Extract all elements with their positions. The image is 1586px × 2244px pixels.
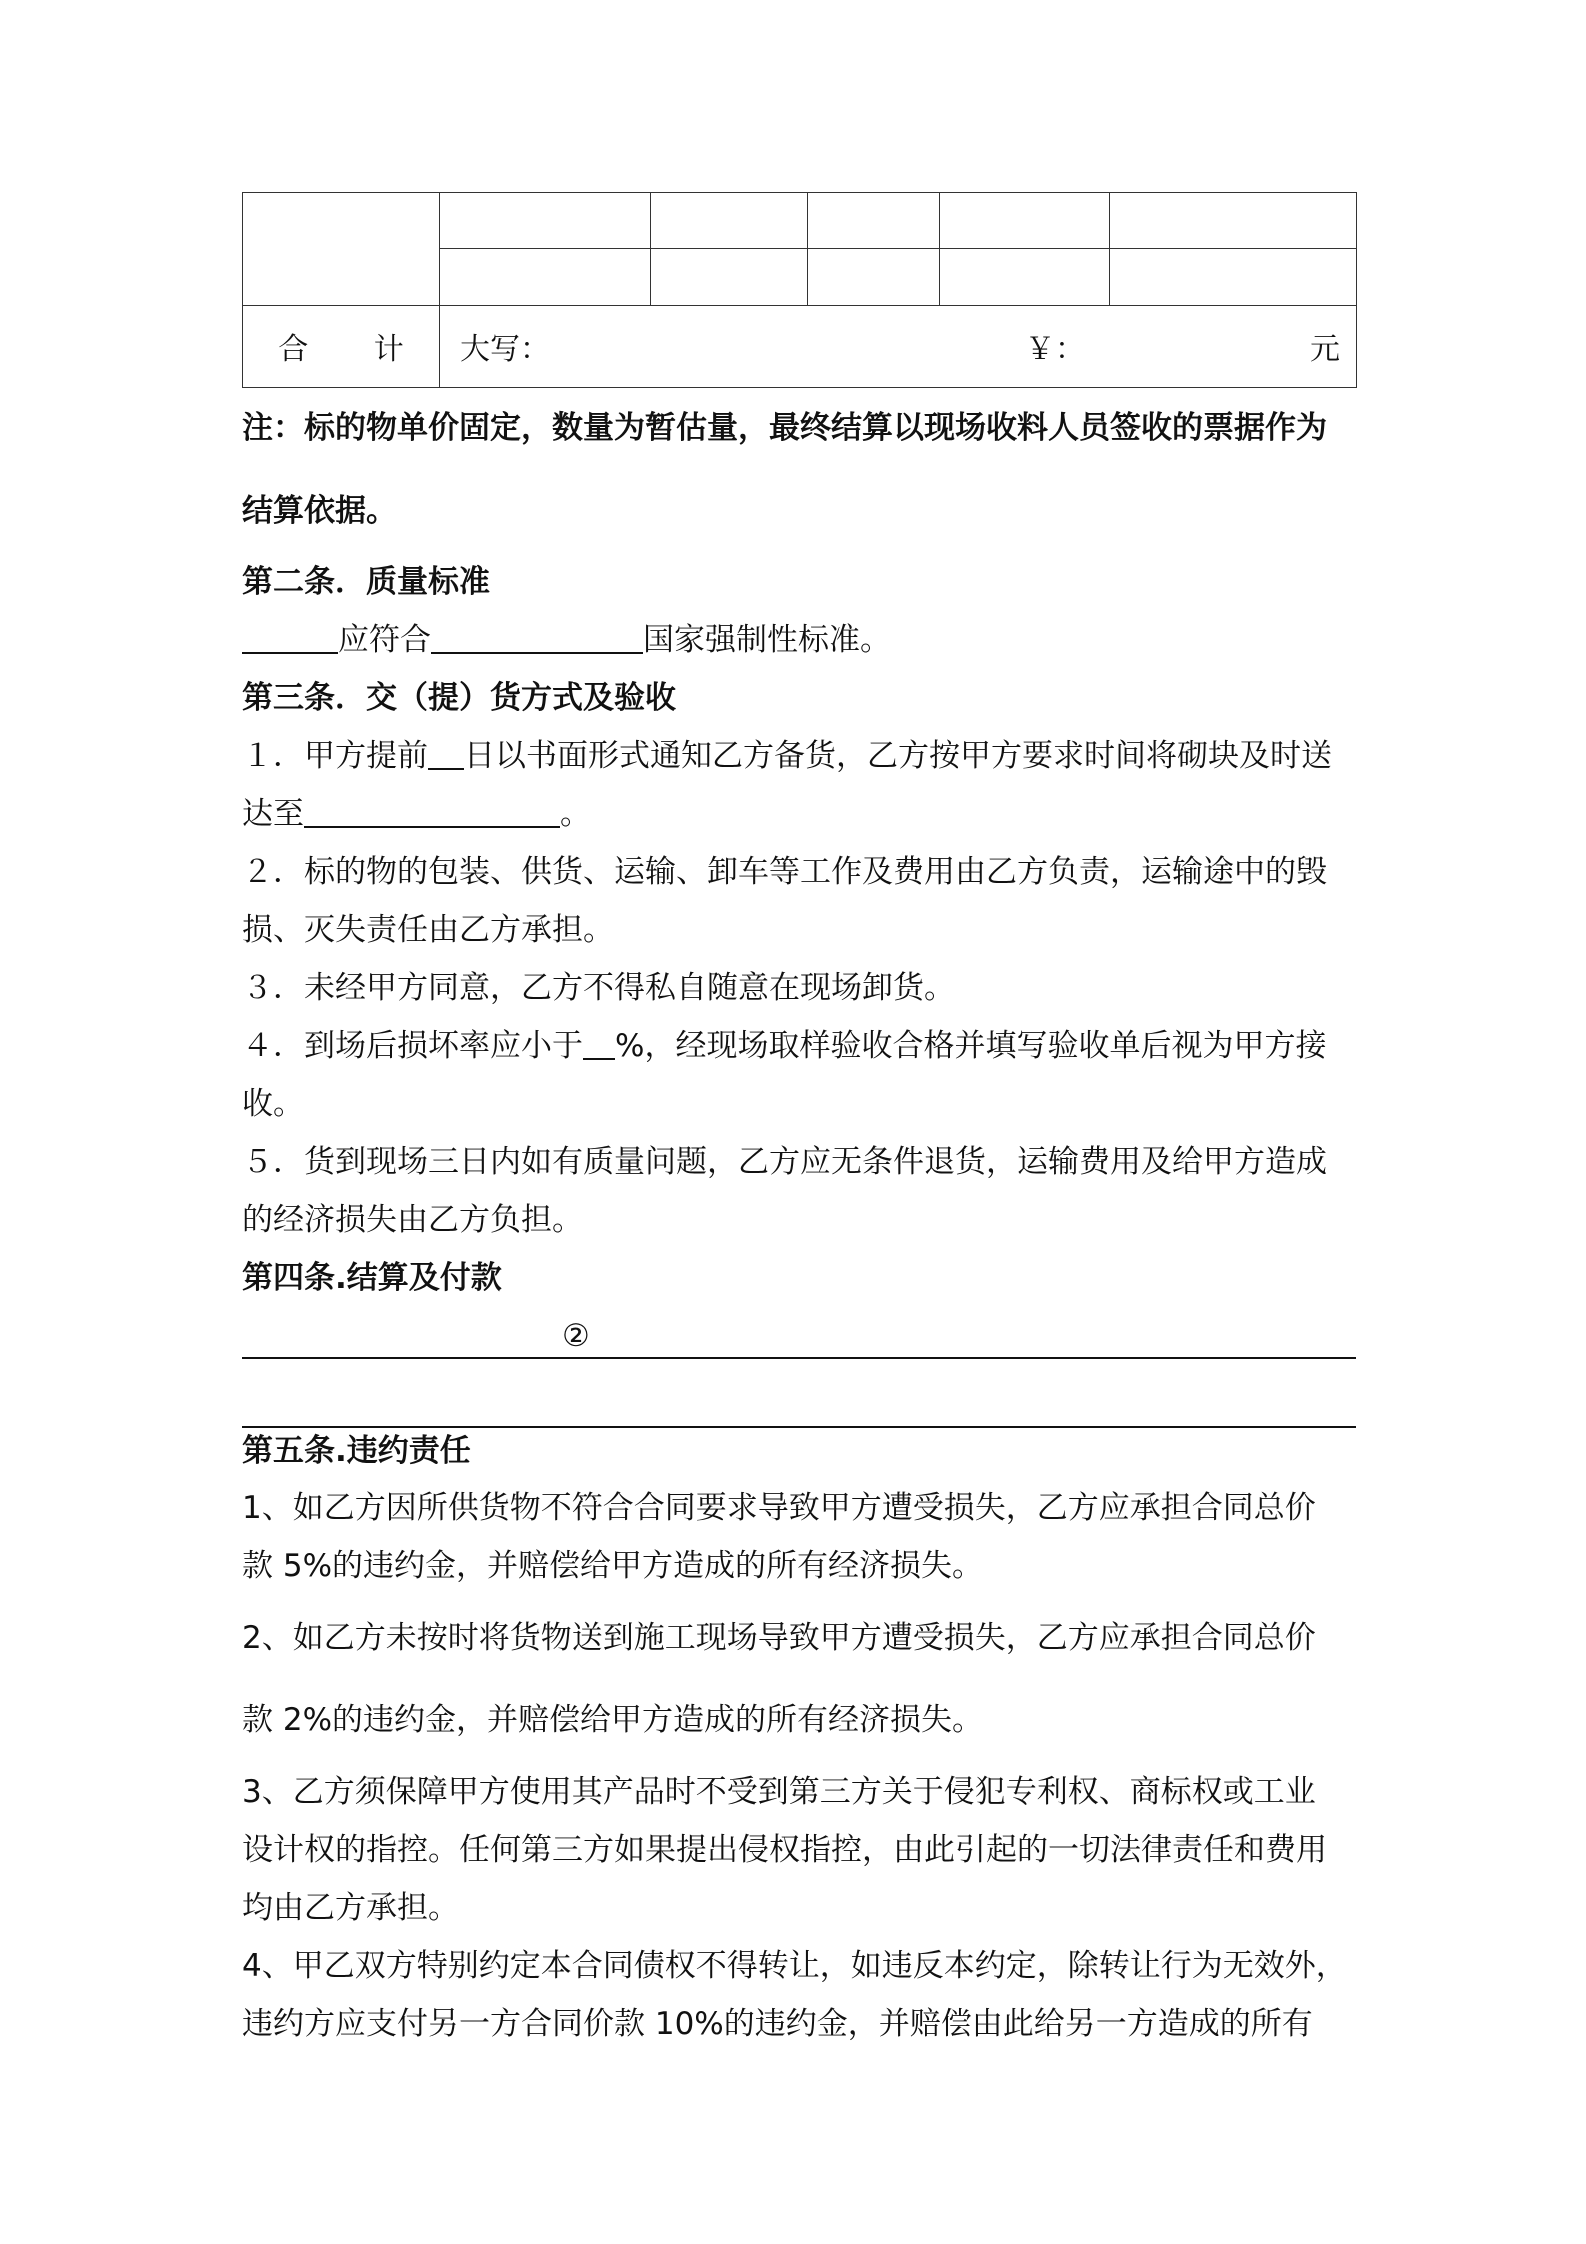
article-3-item-5: ５．货到现场三日内如有质量问题，乙方应无条件退货，运输费用及给甲方造成: [242, 1144, 1327, 1180]
circled-marker: ②: [562, 1318, 590, 1354]
text-segment: 日以书面形式通知乙方备货，乙方按甲方要求时间将砌块及时送: [464, 738, 1332, 774]
blank-rule: [242, 1426, 1356, 1428]
article-5-para-4-cont: 违约方应支付另一方合同价款 10%的违约金，并赔偿由此给另一方造成的所有: [242, 2006, 1313, 2042]
table-cell: [940, 193, 1110, 249]
note-line: 注：标的物单价固定，数量为暂估量，最终结算以现场收料人员签收的票据作为: [242, 410, 1327, 446]
article-3-item-5-cont: 的经济损失由乙方负担。: [242, 1202, 583, 1238]
article-5-para-3: 3、乙方须保障甲方使用其产品时不受到第三方关于侵犯专利权、商标权或工业: [242, 1774, 1316, 1810]
article-5-para-4: 4、甲乙双方特别约定本合同债权不得转让，如违反本约定，除转让行为无效外，: [242, 1948, 1347, 1984]
table-cell: [940, 249, 1110, 305]
table-row: [243, 193, 1357, 249]
article-5-para-3-cont: 均由乙方承担。: [242, 1890, 459, 1926]
article-3-item-4: [242, 1026, 1326, 1066]
blank-rule: [242, 1357, 1356, 1359]
article-5-para-1-cont: 款 5%的违约金，并赔偿给甲方造成的所有经济损失。: [242, 1548, 984, 1584]
blank-underline: [304, 794, 560, 828]
article-5-title: 第五条.违约责任: [242, 1433, 471, 1469]
text-segment: 应符合: [338, 622, 431, 658]
article-3-item-1-cont: [242, 794, 591, 834]
yuan-label: 元: [1310, 332, 1340, 368]
table-cell: [440, 193, 651, 249]
article-2-title: 第二条．质量标准: [242, 564, 490, 600]
table-cell: [1110, 193, 1357, 249]
article-3-item-2: ２．标的物的包装、供货、运输、卸车等工作及费用由乙方负责，运输途中的毁: [242, 854, 1327, 890]
table-cell: [440, 249, 651, 305]
blank-underline: [583, 1026, 615, 1060]
daxie-label: 大写：: [460, 332, 550, 368]
total-label: 合 计: [243, 305, 440, 387]
table-total-row: [243, 305, 1357, 387]
article-5-para-3-cont: 设计权的指控。任何第三方如果提出侵权指控，由此引起的一切法律责任和费用: [242, 1832, 1327, 1868]
article-2-text: [242, 620, 891, 660]
table-cell: [243, 193, 440, 306]
article-5-para-2-cont: 款 2%的违约金，并赔偿给甲方造成的所有经济损失。: [242, 1702, 984, 1738]
text-segment: 。: [560, 796, 591, 832]
article-3-item-2-cont: 损、灭失责任由乙方承担。: [242, 912, 614, 948]
table-cell: [651, 193, 808, 249]
table-cell: [651, 249, 808, 305]
article-3-title: 第三条．交（提）货方式及验收: [242, 680, 676, 716]
article-3-item-1: [242, 736, 1332, 776]
price-table: [242, 192, 1357, 388]
table-cell: [808, 193, 940, 249]
table-cell: [1110, 249, 1357, 305]
note-line: 结算依据。: [242, 493, 397, 529]
total-amount-cell: [440, 305, 1357, 387]
text-segment: ４．到场后损坏率应小于: [242, 1028, 583, 1064]
article-4-title: 第四条.结算及付款: [242, 1260, 502, 1296]
blank-underline: [242, 620, 338, 654]
table-cell: [808, 249, 940, 305]
yen-label: ￥：: [1025, 332, 1085, 368]
text-segment: 国家强制性标准。: [643, 622, 891, 658]
text-segment: １．甲方提前: [242, 738, 428, 774]
blank-underline: [431, 620, 643, 654]
article-3-item-4-cont: 收。: [242, 1086, 304, 1122]
blank-underline: [428, 736, 464, 770]
text-segment: 达至: [242, 796, 304, 832]
article-3-item-3: ３．未经甲方同意，乙方不得私自随意在现场卸货。: [242, 970, 955, 1006]
text-segment: %，经现场取样验收合格并填写验收单后视为甲方接: [615, 1028, 1327, 1064]
article-5-para-2: 2、如乙方未按时将货物送到施工现场导致甲方遭受损失，乙方应承担合同总价: [242, 1620, 1316, 1656]
article-5-para-1: 1、如乙方因所供货物不符合合同要求导致甲方遭受损失，乙方应承担合同总价: [242, 1490, 1316, 1526]
